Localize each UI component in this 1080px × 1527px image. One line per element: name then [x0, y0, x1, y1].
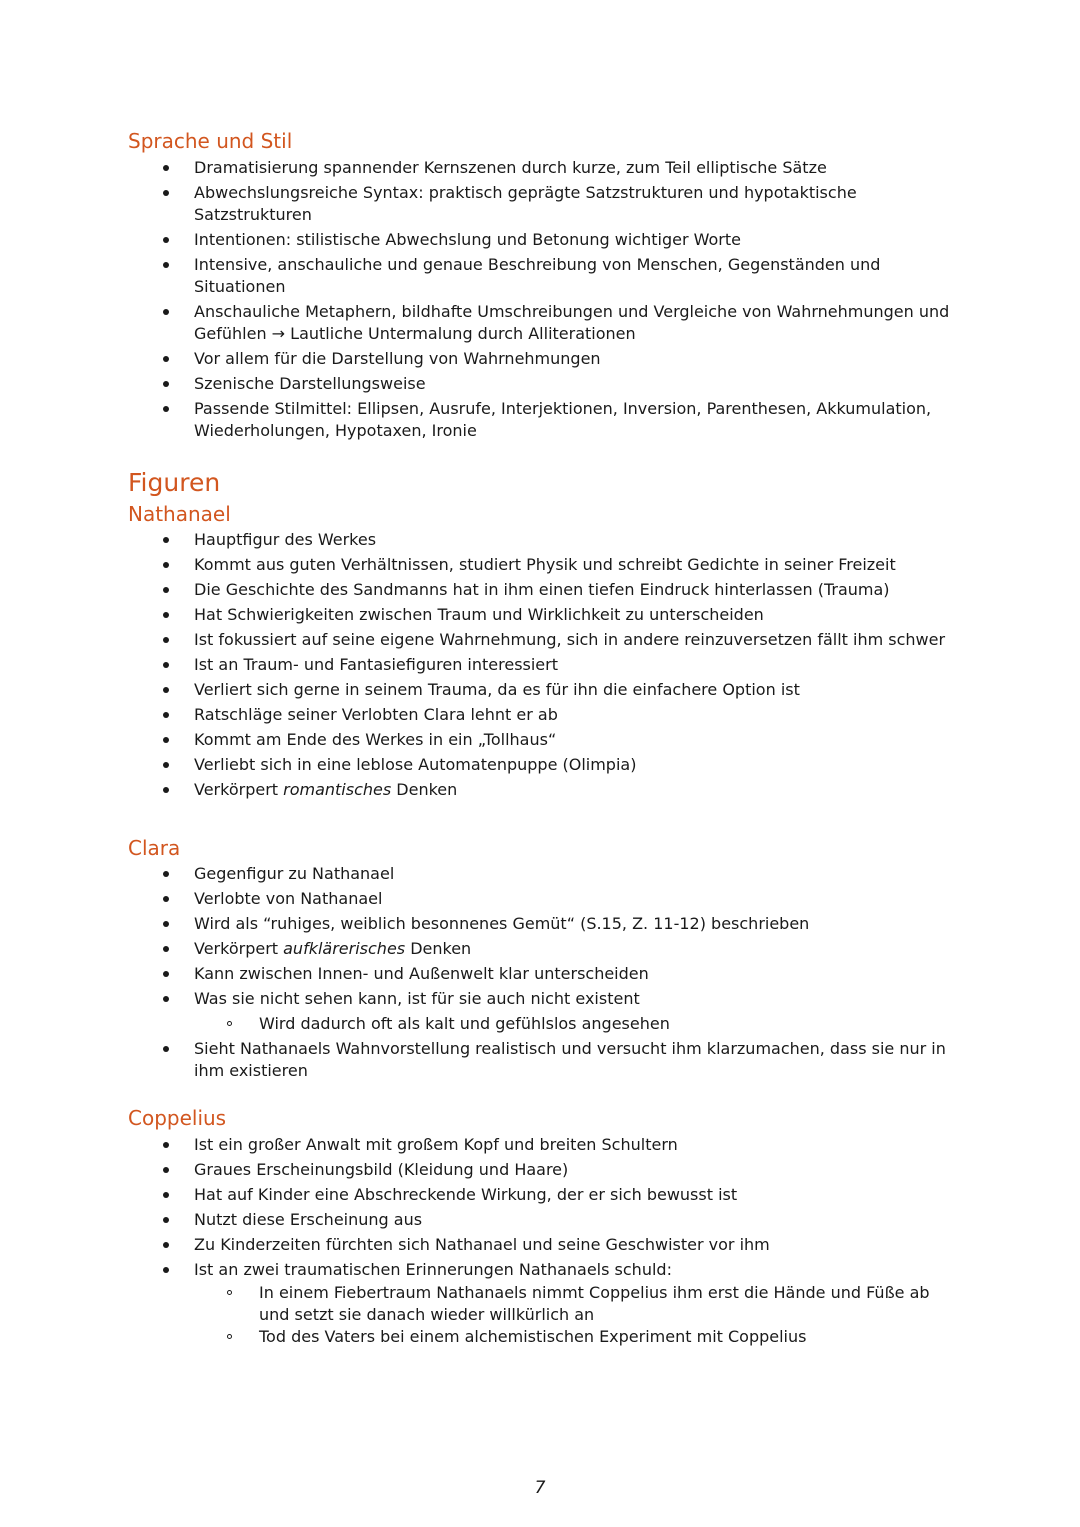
list-item: Hat Schwierigkeiten zwischen Traum und Wirklichkeit zu unterscheiden	[160, 604, 960, 626]
list-item: Dramatisierung spannender Kernszenen durch kurze, zum Teil elliptische Sätze	[160, 157, 960, 179]
list-item: Vor allem für die Darstellung von Wahrnehmungen	[160, 348, 960, 370]
emphasis-text: aufklärerisches	[283, 939, 406, 958]
list-item: Abwechslungsreiche Syntax: praktisch geprägte Satzstrukturen und hypotaktische Satzstrukturen	[160, 182, 960, 226]
subsection-heading-coppelius: Coppelius	[128, 1106, 227, 1130]
list-item: Ratschläge seiner Verlobten Clara lehnt er ab	[160, 704, 960, 726]
section-heading-figuren: Figuren	[128, 468, 221, 497]
list-item: Ist an zwei traumatischen Erinnerungen Nathanaels schuld:	[160, 1259, 960, 1281]
list-item: Die Geschichte des Sandmanns hat in ihm einen tiefen Eindruck hinterlassen (Trauma)	[160, 579, 960, 601]
coppelius-list	[160, 1134, 960, 1351]
list-item	[160, 938, 960, 960]
list-item: Intentionen: stilistische Abwechslung und Betonung wichtiger Worte	[160, 229, 960, 251]
text-part: Verkörpert	[194, 939, 284, 958]
list-item: Kann zwischen Innen- und Außenwelt klar unterscheiden	[160, 963, 960, 985]
list-item: Was sie nicht sehen kann, ist für sie auch nicht existent	[160, 988, 960, 1010]
list-item: Hauptfigur des Werkes	[160, 529, 960, 551]
list-item: Nutzt diese Erscheinung aus	[160, 1209, 960, 1231]
text-part: Denken	[405, 939, 472, 958]
sub-list-item: Wird dadurch oft als kalt und gefühlslos angesehen	[160, 1013, 960, 1035]
list-item: Zu Kinderzeiten fürchten sich Nathanael und seine Geschwister vor ihm	[160, 1234, 960, 1256]
list-item: Graues Erscheinungsbild (Kleidung und Haare)	[160, 1159, 960, 1181]
list-item: Ist an Traum- und Fantasiefiguren interessiert	[160, 654, 960, 676]
clara-list	[160, 863, 960, 1085]
list-item: Ist ein großer Anwalt mit großem Kopf und breiten Schultern	[160, 1134, 960, 1156]
list-item: Verliebt sich in eine leblose Automatenpuppe (Olimpia)	[160, 754, 960, 776]
list-item: Verlobte von Nathanael	[160, 888, 960, 910]
nathanael-list	[160, 529, 960, 804]
list-item: Sieht Nathanaels Wahnvorstellung realistisch und versucht ihm klarzumachen, dass sie nur in ihm existieren	[160, 1038, 960, 1082]
list-item: Passende Stilmittel: Ellipsen, Ausrufe, Interjektionen, Inversion, Parenthesen, Akkumulation, Wiederholungen, Hypotaxen, Ironie	[160, 398, 960, 442]
list-item: Anschauliche Metaphern, bildhafte Umschreibungen und Vergleiche von Wahrnehmungen und Gefühlen → Lautliche Untermalung durch Alliterationen	[160, 301, 960, 345]
list-item: Hat auf Kinder eine Abschreckende Wirkung, der er sich bewusst ist	[160, 1184, 960, 1206]
list-item	[160, 779, 960, 801]
subsection-heading-nathanael: Nathanael	[128, 502, 231, 526]
list-item: Gegenfigur zu Nathanael	[160, 863, 960, 885]
list-item: Kommt aus guten Verhältnissen, studiert Physik und schreibt Gedichte in seiner Freizeit	[160, 554, 960, 576]
list-item: Szenische Darstellungsweise	[160, 373, 960, 395]
section-heading-sprache-und-stil: Sprache und Stil	[128, 129, 293, 153]
list-item: Wird als “ruhiges, weiblich besonnenes Gemüt“ (S.15, Z. 11-12) beschrieben	[160, 913, 960, 935]
sub-list-item: In einem Fiebertraum Nathanaels nimmt Coppelius ihm erst die Hände und Füße ab und setzt sie danach wieder willkürlich an	[160, 1282, 960, 1326]
list-item: Verliert sich gerne in seinem Trauma, da es für ihn die einfachere Option ist	[160, 679, 960, 701]
list-item: Intensive, anschauliche und genaue Beschreibung von Menschen, Gegenständen und Situationen	[160, 254, 960, 298]
list-item: Kommt am Ende des Werkes in ein „Tollhaus“	[160, 729, 960, 751]
text-part: Verkörpert	[194, 780, 284, 799]
page-number: 7	[534, 1478, 546, 1498]
subsection-heading-clara: Clara	[128, 836, 181, 860]
emphasis-text: romantisches	[283, 780, 392, 799]
sprache-list	[160, 157, 960, 445]
text-part: Denken	[391, 780, 458, 799]
list-item: Ist fokussiert auf seine eigene Wahrnehmung, sich in andere reinzuversetzen fällt ihm schwer	[160, 629, 960, 651]
sub-list-item: Tod des Vaters bei einem alchemistischen Experiment mit Coppelius	[160, 1326, 960, 1348]
